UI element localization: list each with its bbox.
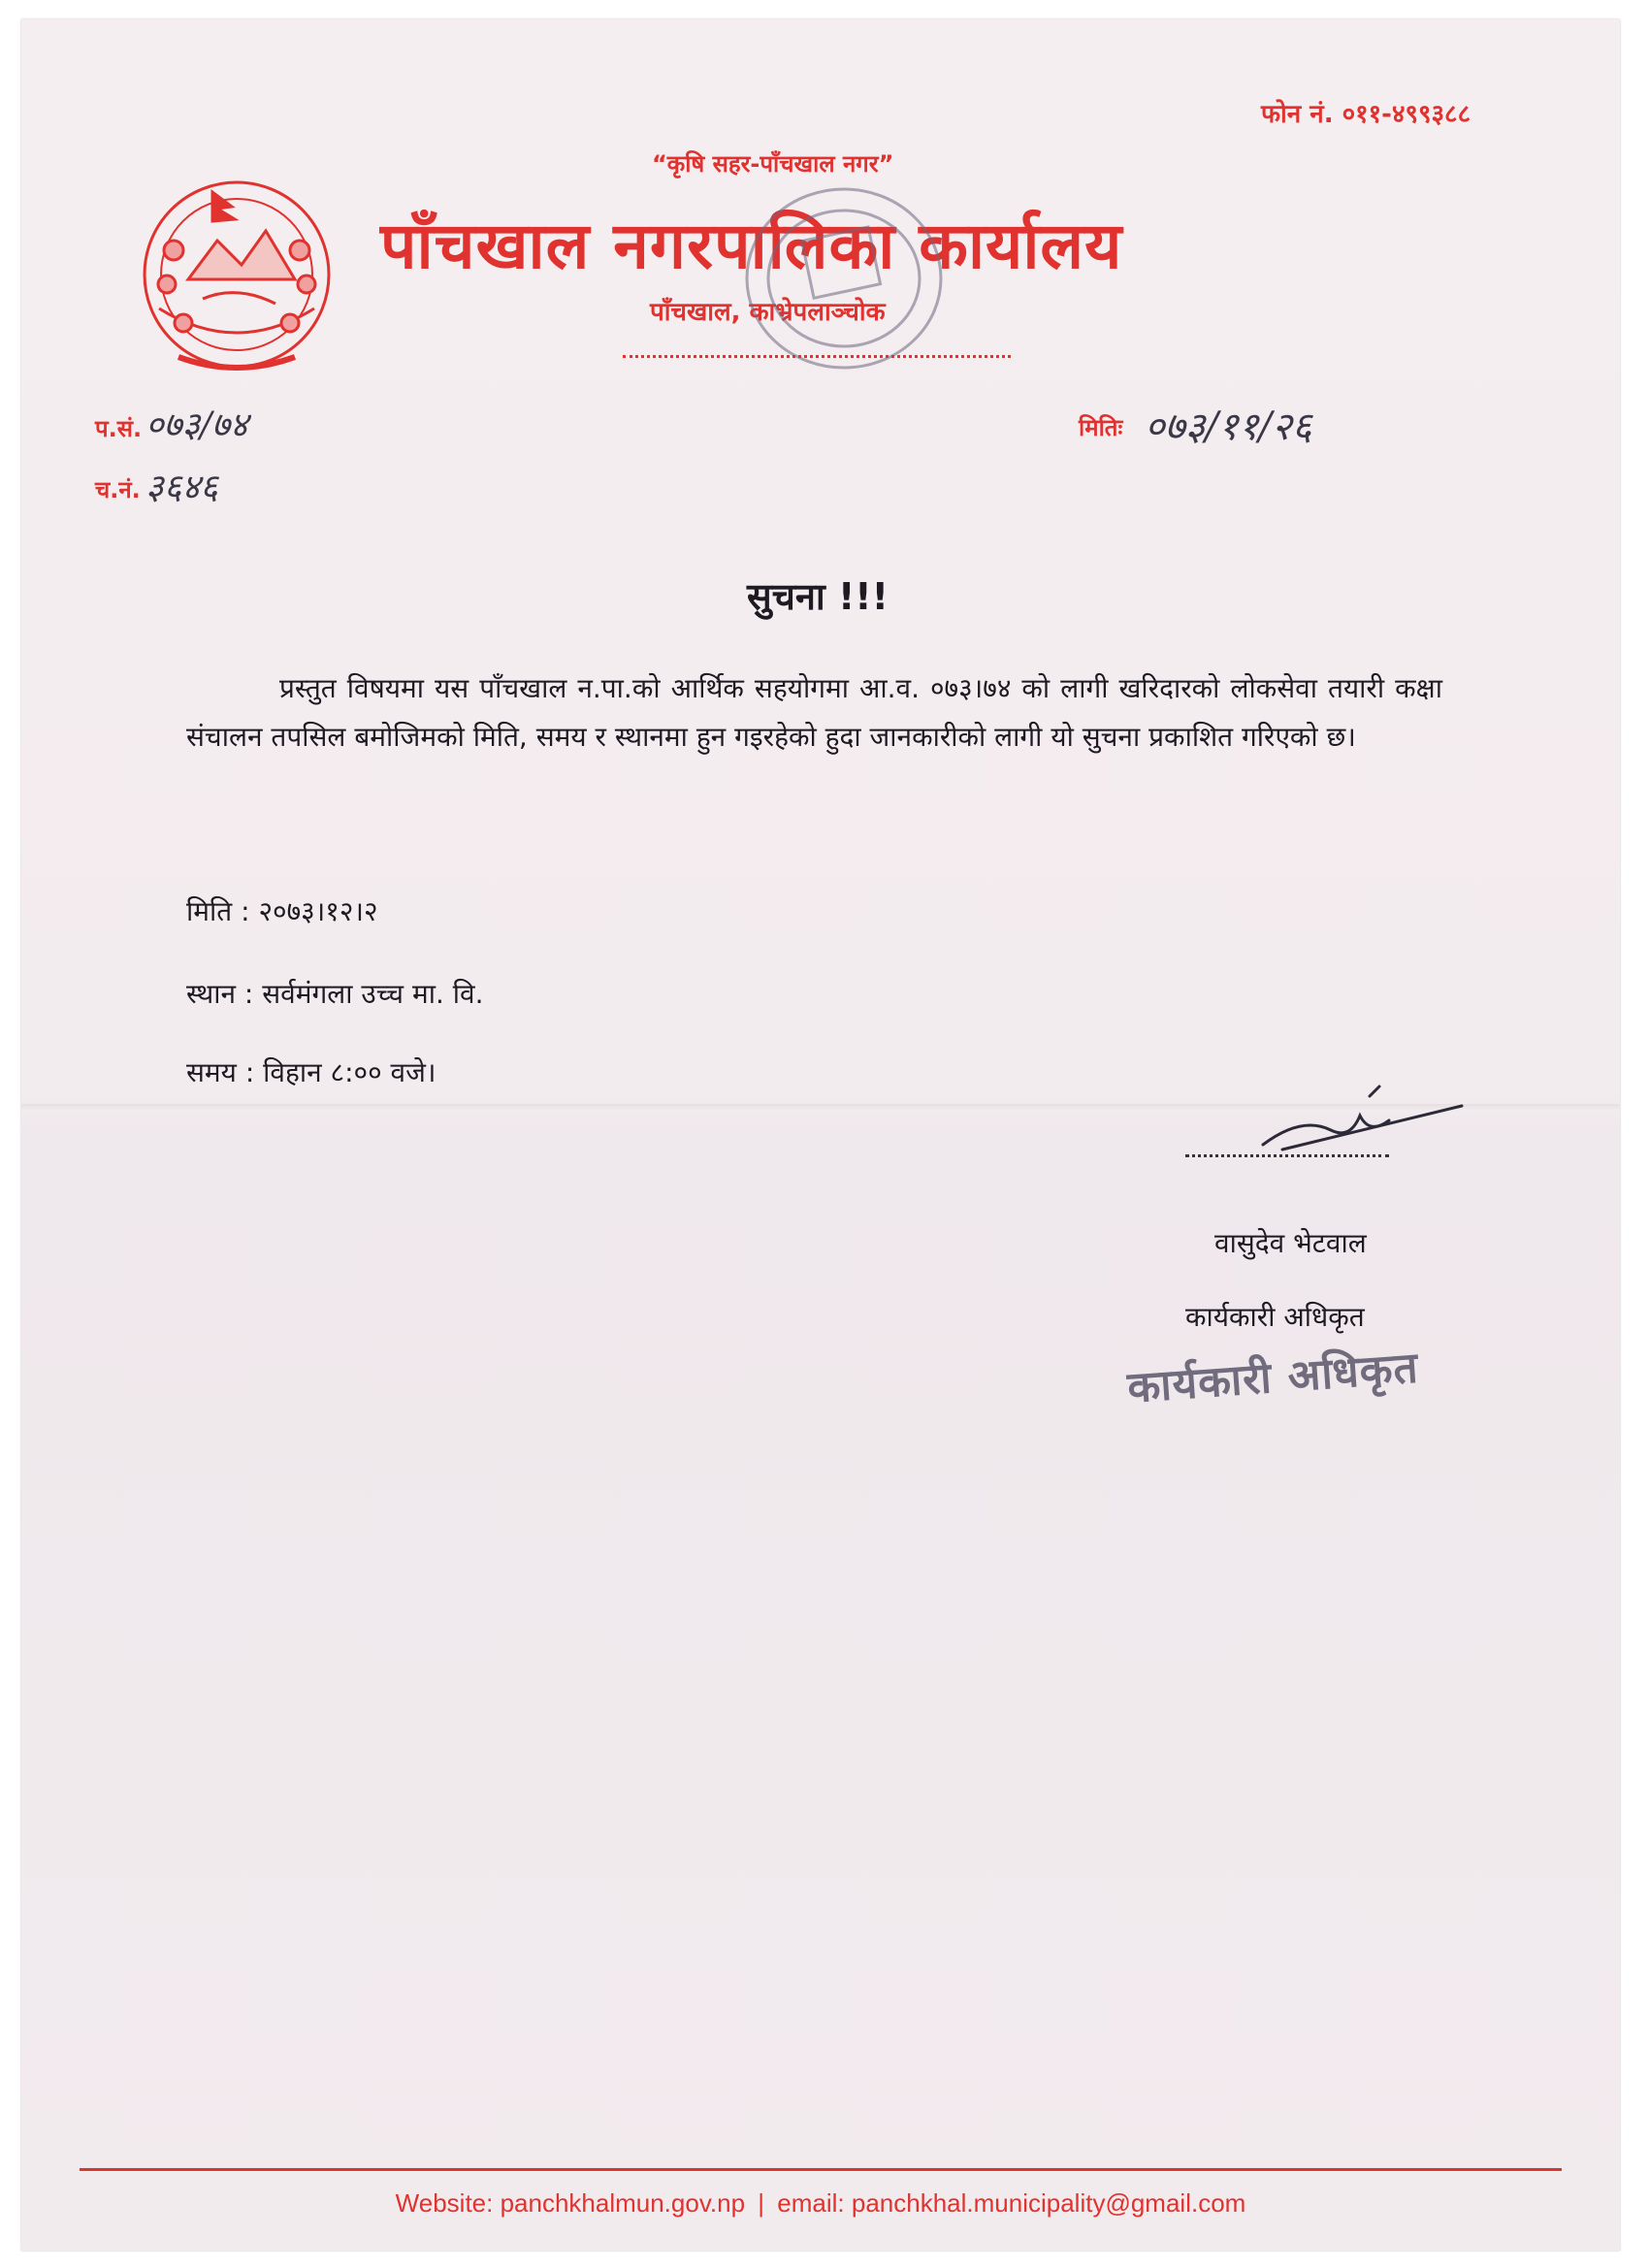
slogan: “कृषि सहर-पाँचखाल नगर” bbox=[652, 150, 894, 178]
footer-separator: | bbox=[758, 2188, 765, 2218]
cn-value: ३६४६ bbox=[146, 468, 218, 507]
notice-paragraph: प्रस्तुत विषयमा यस पाँचखाल न.पा.को आर्थिक सहयोगमा आ.व. ०७३।७४ को लागी खरिदारको लोकसेवा तयारी कक्षा संचालन तपसिल बमोजिमको मिति, समय र स्थानमा हुन गइरहेको हुदा जानकारीको लागी यो सुचना प्रकाशित गरिएको छ। bbox=[186, 672, 1442, 753]
office-address: पाँचखाल, काभ्रेपलाञ्चोक bbox=[650, 298, 886, 327]
cn-label: च.नं. bbox=[95, 476, 141, 503]
notice-body bbox=[186, 664, 1442, 761]
detail-time: समय : विहान ८:०० वजे। bbox=[186, 1056, 436, 1088]
footer-website[interactable]: Website: panchkhalmun.gov.np bbox=[395, 2188, 746, 2218]
footer-rule bbox=[80, 2168, 1562, 2171]
footer-email[interactable]: email: panchkhal.municipality@gmail.com bbox=[777, 2188, 1246, 2218]
date-value: ०७३/११/२६ bbox=[1145, 405, 1312, 449]
signature-icon bbox=[1244, 1077, 1486, 1164]
signature-dotted-line bbox=[1185, 1154, 1389, 1157]
detail-place: स्थान : सर्वमंगला उच्च मा. वि. bbox=[186, 978, 484, 1010]
phone-number: फोन नं. ०११-४९९३८८ bbox=[1261, 100, 1471, 129]
office-round-stamp-icon bbox=[729, 175, 957, 383]
office-title: पाँचखाल नगरपालिका कार्यालय bbox=[380, 209, 1123, 283]
notice-heading: सुचना !!! bbox=[747, 575, 889, 618]
ps-value: ०७३/७४ bbox=[146, 405, 248, 445]
footer bbox=[21, 2188, 1620, 2219]
date-label: मितिः bbox=[1079, 414, 1123, 441]
ps-label: प.सं. bbox=[95, 415, 143, 442]
nepal-emblem-icon bbox=[120, 163, 353, 386]
signer-designation: कार्यकारी अधिकृत bbox=[1185, 1301, 1365, 1333]
signer-name: वासुदेव भेटवाल bbox=[1214, 1227, 1367, 1259]
designation-stamp: कार्यकारी अधिकृत bbox=[1125, 1343, 1421, 1413]
detail-date: मिति : २०७३।१२।२ bbox=[186, 895, 378, 927]
letter-sheet bbox=[21, 19, 1620, 2251]
